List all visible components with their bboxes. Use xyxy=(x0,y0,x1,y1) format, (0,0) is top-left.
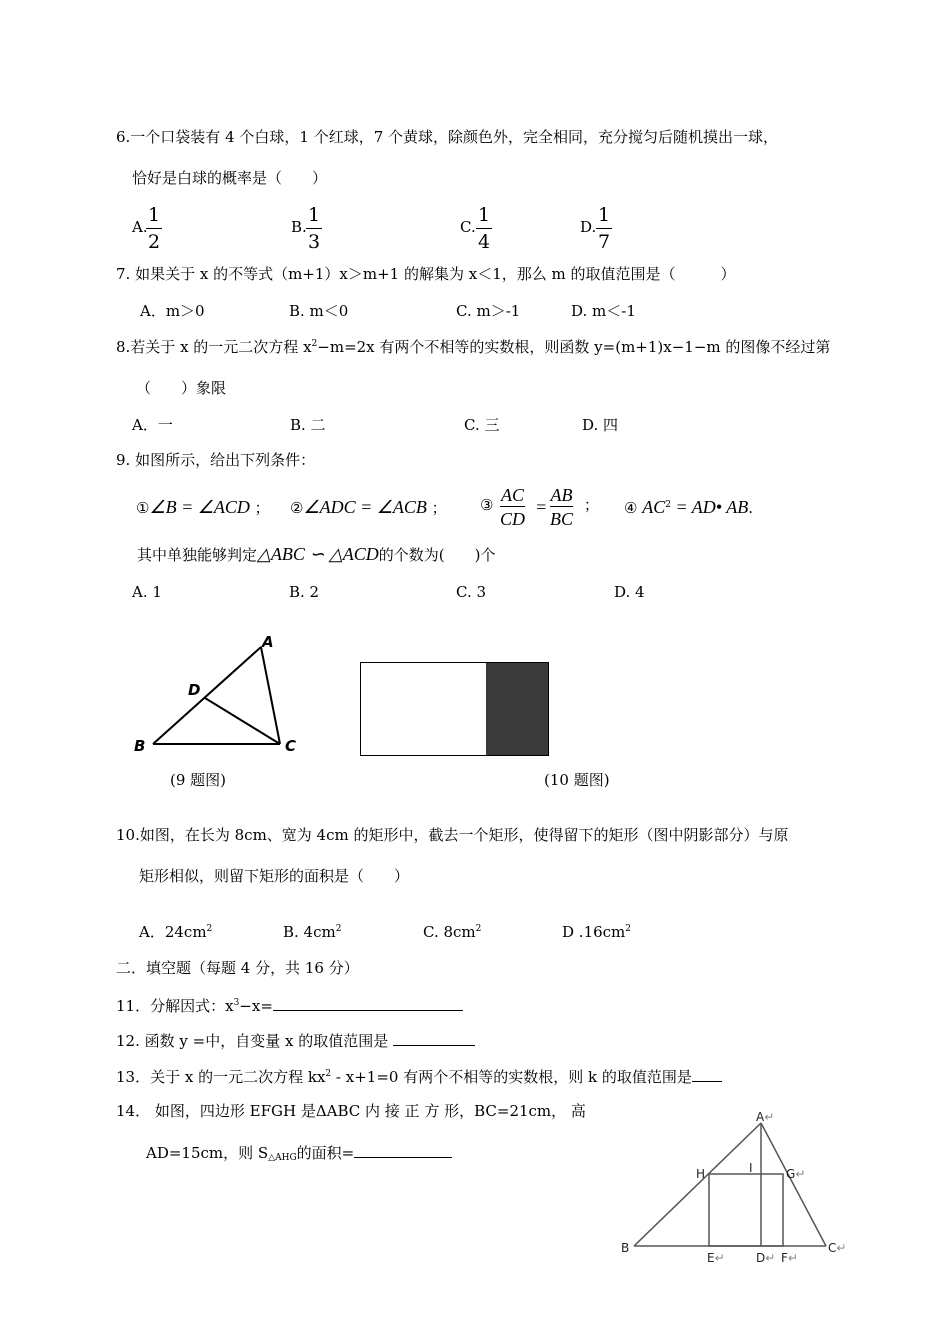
q9-option-b[interactable]: B. 2 xyxy=(289,583,320,601)
q14-stem-line1: 14． 如图，四边形 EFGH 是ΔABC 内 接 正 方 形，BC=21cm， 高 xyxy=(116,1102,586,1120)
figure-10-rectangle xyxy=(360,662,549,756)
q10-option-d[interactable]: D $.16cm^2$ xyxy=(562,923,632,941)
q6-b-numerator: 1 xyxy=(308,204,321,226)
fig14-label-f: F↵ xyxy=(781,1251,798,1265)
fig14-label-c: C↵ xyxy=(828,1241,847,1255)
q6-option-b-label[interactable]: B. xyxy=(291,218,307,236)
q14-stem-line2: AD=15cm，则 $S_{\triangle AHG}$的面积= xyxy=(146,1145,452,1163)
figure-9-caption: (9 题图) xyxy=(170,771,227,789)
q13-stem: 13．关于 x 的一元二次方程 $kx^2 - x+1=0$ 有两个不相等的实数根，则 k 的取值范围是 xyxy=(116,1069,722,1085)
q6-b-denominator: 3 xyxy=(308,231,321,253)
figure-9-triangle xyxy=(120,625,320,765)
q7-option-b[interactable]: B. m＜0 xyxy=(289,302,349,320)
q8-option-c[interactable]: C. 三 xyxy=(464,416,500,434)
fig14-label-d: D↵ xyxy=(756,1251,776,1265)
q6-option-c-fraction xyxy=(476,206,492,252)
q12-stem: 12. 函数 y =中，自变量 x 的取值范围是 xyxy=(116,1033,475,1049)
q9-condition-4: ④ $AC^2$ = AD• AB. xyxy=(624,497,754,517)
q8-option-a[interactable]: A．一 xyxy=(132,416,173,434)
q11-answer-blank[interactable] xyxy=(273,998,463,1011)
q8-stem-line2: （ ）象限 xyxy=(136,379,227,397)
q10-option-b[interactable]: B. $4cm^2$ xyxy=(283,923,342,941)
q6-a-denominator: 2 xyxy=(148,231,161,253)
q8-stem: 8.若关于 x 的一元二次方程 $x^2-m=2x$ 有两个不相等的实数根，则函数 y=(m+1)x−1−m 的图像不经过第 xyxy=(116,338,831,356)
q11-stem: 11．分解因式：$x^3-x=$ xyxy=(116,998,463,1014)
q6-d-numerator: 1 xyxy=(598,204,611,226)
fig14-label-h: H xyxy=(696,1167,706,1181)
q6-c-denominator: 4 xyxy=(478,231,491,253)
fig9-label-c: C xyxy=(285,737,297,755)
q9-option-c[interactable]: C. 3 xyxy=(456,583,487,601)
fig9-label-a: A xyxy=(262,633,274,651)
q13-answer-blank[interactable] xyxy=(692,1069,722,1082)
q9-condition-2: ②∠ADC = ∠ACB ； xyxy=(290,497,447,517)
q9-condition-3-sep: ； xyxy=(584,496,600,514)
q9-condition-1: ①∠B = ∠ACD ； xyxy=(136,497,270,517)
q9-condition-3-frac1: AC CD xyxy=(500,485,526,529)
q6-option-d-label[interactable]: D. xyxy=(580,218,597,236)
q6-option-d-fraction xyxy=(596,206,612,252)
figure-14-triangle-square xyxy=(615,1105,855,1267)
figure-10-shaded-rectangle xyxy=(486,663,548,755)
q9-condition-3-frac2: AB BC xyxy=(550,485,574,529)
q6-d-denominator: 7 xyxy=(598,231,611,253)
q6-option-c-label[interactable]: C. xyxy=(460,218,476,236)
q6-stem-line1: 6.一个口袋装有 4 个白球，1 个红球，7 个黄球，除颜色外，完全相同，充分搅匀后随机摸出一球， xyxy=(116,128,779,146)
q9-condition-3-equals: = xyxy=(535,497,548,517)
q7-option-c[interactable]: C. m＞-1 xyxy=(456,302,521,320)
fig14-label-b: B xyxy=(621,1241,630,1255)
q6-option-a-label[interactable]: A. xyxy=(132,218,148,236)
q9-stem: 9. 如图所示，给出下列条件： xyxy=(116,451,316,469)
q6-c-numerator: 1 xyxy=(478,204,491,226)
q10-stem-line1: 10.如图，在长为 8cm、宽为 4cm 的矩形中，截去一个矩形，使得留下的矩形（图中阴影部分）与原 xyxy=(116,826,789,844)
figure-10-caption: (10 题图) xyxy=(544,771,610,789)
q7-stem: 7. 如果关于 x 的不等式（m+1）x＞m+1 的解集为 x＜1，那么 m 的取值范围是（ ） xyxy=(116,265,736,283)
section-2-heading: 二．填空题（每题 4 分，共 16 分） xyxy=(116,959,359,977)
q9-option-a[interactable]: A. 1 xyxy=(132,583,162,601)
fig9-label-d: D xyxy=(188,681,201,699)
q8-option-b[interactable]: B. 二 xyxy=(290,416,326,434)
q6-option-b-fraction xyxy=(306,206,322,252)
q9-condition-3-mark: ③ xyxy=(480,496,494,514)
fig14-label-a: A↵ xyxy=(756,1110,775,1124)
q10-option-c[interactable]: C. $8cm^2$ xyxy=(423,923,482,941)
q10-stem-line2: 矩形相似，则留下矩形的面积是（ ） xyxy=(139,867,410,885)
fig9-label-b: B xyxy=(134,737,146,755)
q14-answer-blank[interactable] xyxy=(354,1145,452,1158)
q9-judge: 其中单独能够判定△ABC ∽ △ACD的个数为( )个 xyxy=(137,544,496,564)
fig14-label-i: I xyxy=(749,1161,753,1175)
q10-option-a[interactable]: A．$24cm^2$ xyxy=(139,923,213,941)
q8-option-d[interactable]: D. 四 xyxy=(582,416,619,434)
q6-stem-line2: 恰好是白球的概率是（ ） xyxy=(132,169,328,187)
fig14-label-e: E↵ xyxy=(707,1251,725,1265)
q7-option-a[interactable]: A．m＞0 xyxy=(140,302,205,320)
q7-option-d[interactable]: D. m＜-1 xyxy=(571,302,636,320)
q6-a-numerator: 1 xyxy=(148,204,161,226)
q9-option-d[interactable]: D. 4 xyxy=(614,583,645,601)
q12-answer-blank[interactable] xyxy=(393,1033,475,1046)
q6-option-a-fraction xyxy=(146,206,162,252)
fig14-label-g: G↵ xyxy=(786,1167,806,1181)
